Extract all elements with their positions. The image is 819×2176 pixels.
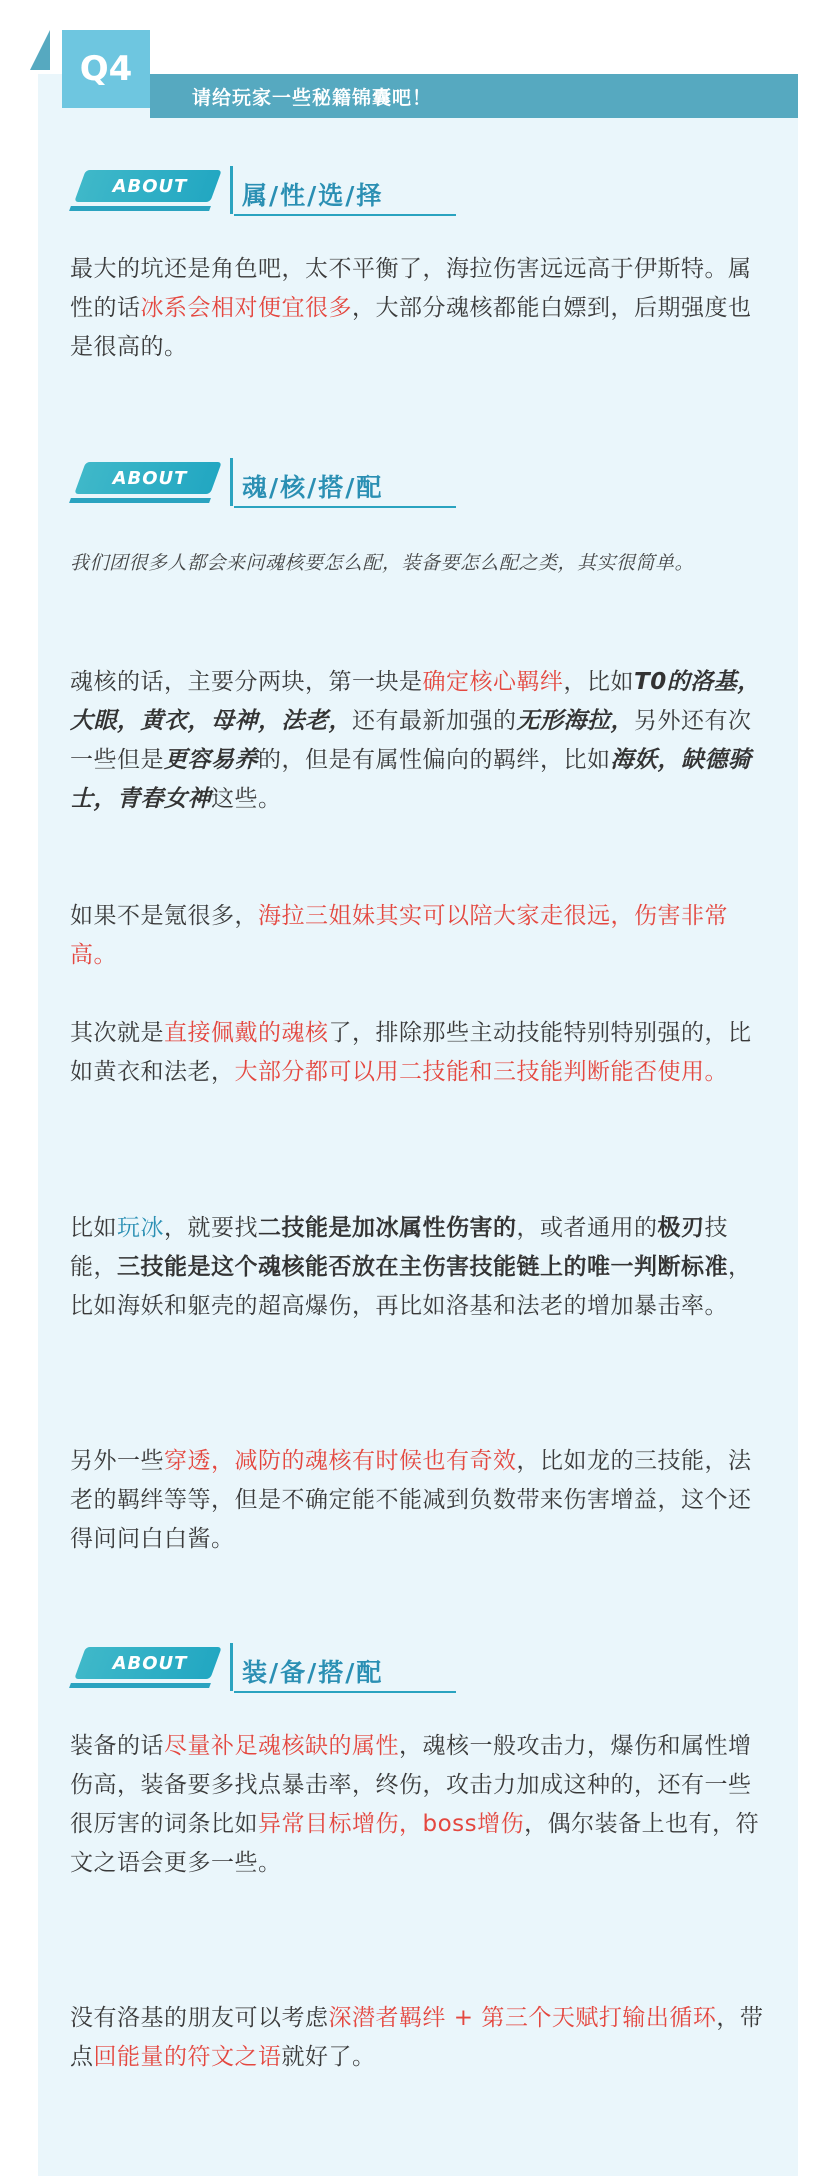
section-title: 魂/核/搭/配 [242, 473, 384, 502]
text-segment: ，魂核一般攻击力，爆伤和属性增伤高，装备要多找点暴击率，终伤，攻击力加成这种的，还有一些很厉害的词条比如 [70, 1733, 752, 1837]
paragraph [70, 1999, 766, 2077]
text-segment: 大部分都可以用二技能和三技能判断能否使用。 [234, 1059, 728, 1085]
text-segment: 二技能是加冰属性伤害的 [258, 1215, 517, 1241]
text-segment: 海拉三姐妹其实可以陪大家走很远，伤害非常高。 [70, 903, 728, 968]
section-header-attribute [70, 166, 770, 226]
paragraph [70, 897, 766, 975]
text-segment: 直接佩戴的魂核 [164, 1020, 329, 1046]
text-segment: 这些。 [211, 786, 282, 812]
paragraph [70, 1209, 766, 1326]
paragraph [70, 663, 766, 819]
paragraph [70, 1727, 766, 1883]
text-segment: ，比如海妖和躯壳的超高爆伤，再比如洛基和法老的增加暴击率。 [70, 1254, 752, 1319]
text-segment: 更容易养 [164, 747, 258, 773]
text-segment: 回能量的符文之语 [93, 2044, 282, 2070]
text-segment: 无形海拉， [516, 708, 634, 734]
header-divider [230, 166, 233, 214]
text-segment: 穿透，减防的魂核有时候也有奇效 [164, 1448, 517, 1474]
section-header-equipment [70, 1643, 770, 1703]
text-segment: 深潜者羁绊 + 第三个天赋打输出循环 [328, 2005, 717, 2031]
text-segment: 装备的话 [70, 1733, 164, 1759]
text-segment: ，或者通用的 [516, 1215, 658, 1241]
about-badge-label: ABOUT [112, 175, 188, 197]
section-header-core [70, 458, 770, 518]
text-segment: T0的洛基，大眼，黄衣，母神，法老， [70, 669, 761, 734]
header-divider [230, 1643, 233, 1691]
corner-notch-icon [30, 30, 50, 70]
text-segment: 极刃 [657, 1215, 705, 1241]
text-segment: 三技能是这个魂核能否放在主伤害技能链上的唯一判断标准 [117, 1254, 728, 1280]
text-segment: 玩冰 [117, 1215, 164, 1241]
section-title: 属/性/选/择 [242, 181, 384, 210]
question-title: 请给玩家一些秘籍锦囊吧！ [150, 74, 798, 118]
header-divider [230, 458, 233, 506]
text-segment: 另外还有次一些但是 [70, 708, 752, 773]
text-segment: 的，但是有属性偏向的羁绊，比如 [258, 747, 611, 773]
text-segment: 确定核心羁绊 [422, 669, 564, 695]
text-segment: 技能， [70, 1215, 728, 1280]
text-segment: ，就要找 [164, 1215, 258, 1241]
text-segment: 还有最新加强的 [352, 708, 517, 734]
text-segment: 魂核的话，主要分两块，第一块是 [70, 669, 423, 695]
text-segment: 冰系会相对便宜很多 [140, 295, 352, 321]
text-segment: ，比如龙的三技能，法老的羁绊等等，但是不确定能不能减到负数带来伤害增益，这个还得问问白白酱。 [70, 1448, 752, 1552]
about-badge [70, 458, 220, 506]
text-segment: 如果不是氪很多， [70, 903, 258, 929]
text-segment: 就好了。 [281, 2044, 376, 2070]
text-segment: ，偶尔装备上也有，符文之语会更多一些。 [70, 1811, 760, 1876]
about-badge-label: ABOUT [112, 1652, 188, 1674]
text-segment: 最大的坑还是角色吧，太不平衡了，海拉伤害远远高于伊斯特。属性的话 [70, 256, 752, 321]
question-number: Q4 [62, 30, 150, 108]
text-segment: 比如 [70, 1215, 117, 1241]
text-segment: ，比如 [563, 669, 634, 695]
about-badge [70, 1643, 220, 1691]
text-segment: ，带点 [70, 2005, 764, 2070]
paragraph [70, 1442, 766, 1559]
section-title: 装/备/搭/配 [242, 1658, 384, 1687]
text-segment: 了，排除那些主动技能特别特别强的，比如黄衣和法老， [70, 1020, 752, 1085]
about-badge [70, 166, 220, 214]
text-segment: 没有洛基的朋友可以考虑 [70, 2005, 329, 2031]
text-segment: 海妖，缺德骑士，青春女神 [70, 747, 752, 812]
text-segment: 其次就是 [70, 1020, 164, 1046]
paragraph [70, 1014, 766, 1092]
intro-note: 我们团很多人都会来问魂核要怎么配，装备要怎么配之类，其实很简单。 [70, 552, 695, 574]
text-segment: ，大部分魂核都能白嫖到，后期强度也是很高的。 [70, 295, 752, 360]
about-badge-label: ABOUT [112, 467, 188, 489]
paragraph [70, 250, 766, 367]
text-segment: 异常目标增伤，boss增伤 [258, 1811, 525, 1837]
text-segment: 尽量补足魂核缺的属性 [164, 1733, 399, 1759]
text-segment: 另外一些 [70, 1448, 164, 1474]
